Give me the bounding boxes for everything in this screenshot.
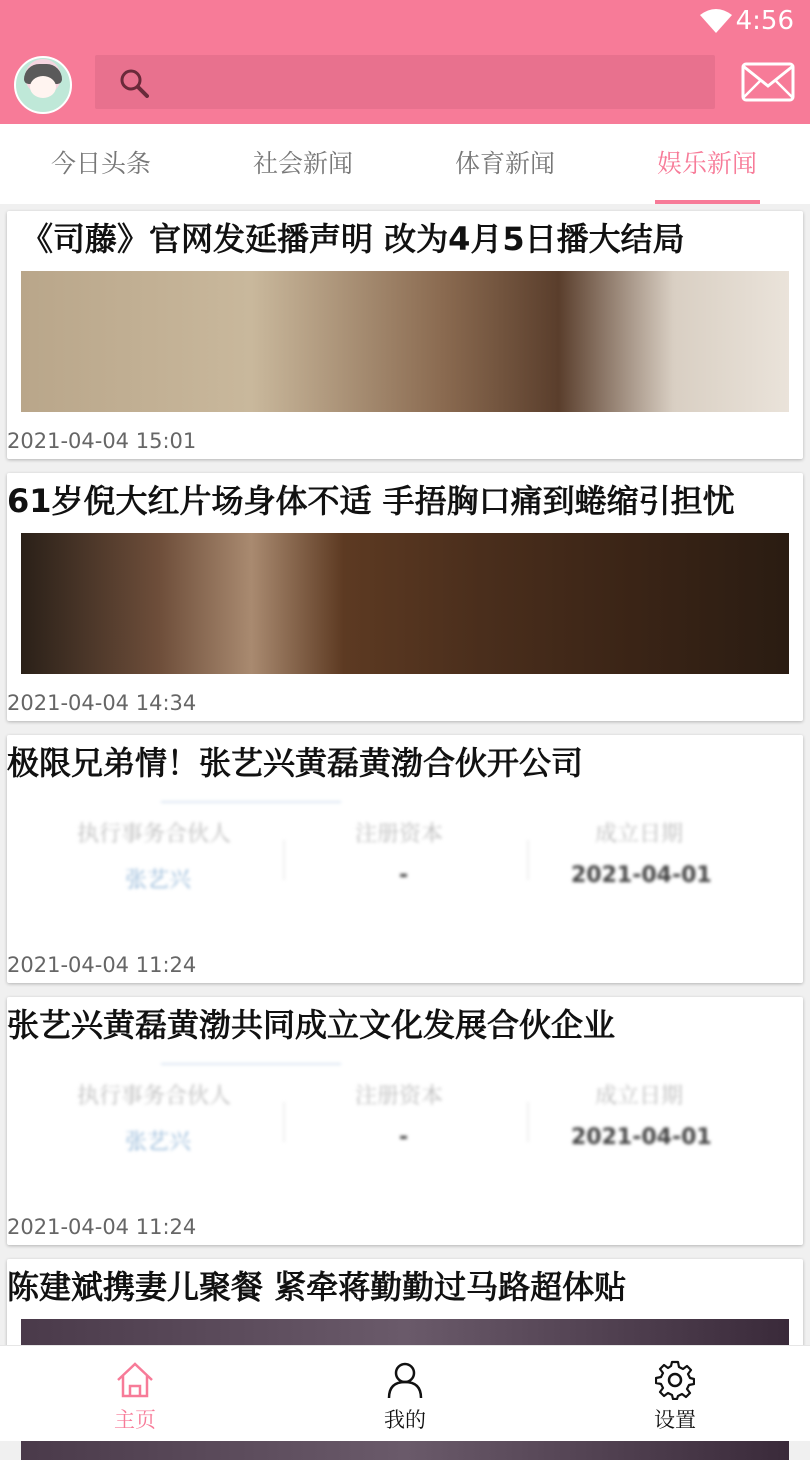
- nav-home-label: 主页: [114, 1408, 156, 1432]
- table-header: 成立日期: [595, 1084, 684, 1109]
- avatar[interactable]: [14, 56, 72, 114]
- news-title[interactable]: 《司藤》官网发延播声明 改为4月5日播大结局: [21, 220, 685, 258]
- bottom-nav: [0, 1345, 810, 1441]
- search-input[interactable]: [165, 63, 699, 103]
- table-value: 张艺兴: [125, 1130, 192, 1155]
- news-title[interactable]: 61岁倪大红片场身体不适 手捂胸口痛到蜷缩引担忧: [7, 482, 735, 520]
- tab-entertainment[interactable]: 娱乐新闻: [656, 149, 757, 178]
- table-header: 成立日期: [595, 822, 684, 847]
- news-image[interactable]: [21, 271, 789, 412]
- table-header: 执行事务合伙人: [77, 1084, 232, 1109]
- settings-icon: [655, 1360, 695, 1400]
- table-value: -: [399, 1125, 409, 1150]
- status-bar: [0, 0, 810, 44]
- table-value: 2021-04-01: [571, 1125, 712, 1150]
- table-header: 执行事务合伙人: [77, 822, 232, 847]
- news-card[interactable]: [7, 473, 803, 721]
- news-title[interactable]: 张艺兴黄磊黄渤共同成立文化发展合伙企业: [7, 1006, 616, 1044]
- news-image[interactable]: [21, 795, 789, 936]
- nav-profile[interactable]: [270, 1346, 540, 1441]
- mail-icon[interactable]: [741, 62, 795, 102]
- user-icon: [385, 1360, 425, 1400]
- news-image[interactable]: [21, 533, 789, 674]
- tab-sports[interactable]: 体育新闻: [454, 149, 555, 178]
- news-time: 2021-04-04 14:34: [7, 691, 197, 715]
- wifi-icon: [700, 9, 732, 35]
- news-card[interactable]: [7, 997, 803, 1245]
- nav-settings[interactable]: [540, 1346, 810, 1441]
- home-icon: [115, 1360, 155, 1400]
- nav-profile-label: 我的: [384, 1408, 426, 1432]
- table-header: 注册资本: [355, 1084, 444, 1109]
- news-card[interactable]: [7, 735, 803, 983]
- news-card[interactable]: [7, 211, 803, 459]
- active-tab-indicator: [655, 200, 760, 204]
- table-value: 2021-04-01: [571, 863, 712, 888]
- status-time: 4:56: [735, 6, 794, 36]
- nav-settings-label: 设置: [654, 1408, 696, 1432]
- table-value: -: [399, 863, 409, 888]
- news-image[interactable]: [21, 1057, 789, 1198]
- category-tabs: [0, 124, 810, 204]
- news-time: 2021-04-04 11:24: [7, 1215, 197, 1239]
- search-bar[interactable]: [95, 55, 715, 109]
- news-title[interactable]: 极限兄弟情！张艺兴黄磊黄渤合伙开公司: [7, 744, 584, 782]
- news-title[interactable]: 陈建斌携妻儿聚餐 紧牵蒋勤勤过马路超体贴: [7, 1268, 627, 1306]
- table-header: 注册资本: [355, 822, 444, 847]
- app-header: [0, 44, 810, 124]
- news-time: 2021-04-04 11:24: [7, 953, 197, 977]
- tab-headlines[interactable]: 今日头条: [50, 149, 151, 178]
- search-icon: [119, 68, 149, 98]
- table-value: 张艺兴: [125, 868, 192, 893]
- nav-home[interactable]: [0, 1346, 270, 1441]
- news-time: 2021-04-04 15:01: [7, 429, 197, 453]
- tab-society[interactable]: 社会新闻: [252, 149, 353, 178]
